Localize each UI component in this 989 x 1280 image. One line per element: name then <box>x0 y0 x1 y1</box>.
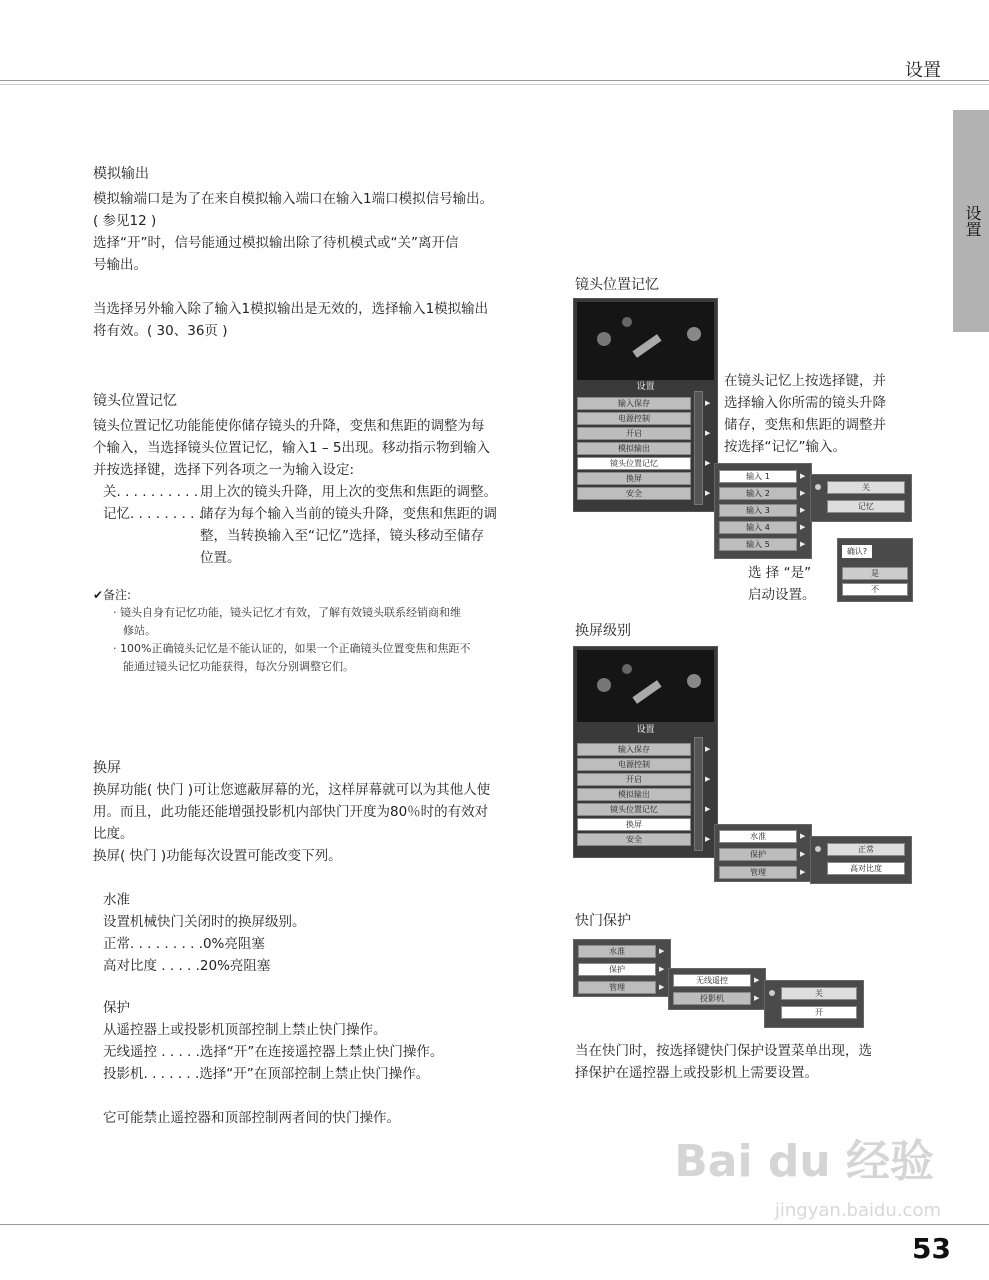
protect-option[interactable]: 关 <box>781 987 857 1000</box>
lens-osd-panel <box>573 298 718 512</box>
input-submenu <box>714 463 812 559</box>
text-line: 选 择 “是” <box>748 565 812 581</box>
top-rule <box>0 80 989 81</box>
lens-option-submenu <box>810 474 912 522</box>
text-line: 整，当转换输入至“记忆”选择，镜头移动至储存 <box>200 528 484 544</box>
menu-item[interactable]: 模拟输出 <box>577 442 691 455</box>
menu-item-selected[interactable]: 镜头位置记忆 <box>577 457 691 470</box>
swap-item[interactable]: 水准 <box>719 830 797 843</box>
protect-item[interactable]: 无线遥控 <box>673 974 751 987</box>
confirm-no-button[interactable]: 不 <box>842 583 908 596</box>
side-tab <box>953 110 989 332</box>
text-line: 储存，变焦和焦距的调整并 <box>724 417 886 433</box>
lens-description <box>724 370 886 458</box>
text-line: 号输出。 <box>93 257 147 273</box>
opt-mem-text <box>200 503 497 569</box>
menu-item[interactable]: 输入保存 <box>577 743 691 756</box>
swap-osd-panel <box>573 646 718 858</box>
shutter-figure-caption: 快门保护 <box>575 913 631 929</box>
arrow-right-icon: ▶ <box>705 489 711 497</box>
radio-icon <box>815 846 821 852</box>
arrow-right-icon: ▶ <box>754 976 760 984</box>
arrow-right-icon: ▶ <box>800 850 806 858</box>
menu-item[interactable]: 输入保存 <box>577 397 691 410</box>
radio-icon <box>815 484 821 490</box>
swap-item[interactable]: 管理 <box>719 866 797 879</box>
text-line: 当选择另外输入除了输入1模拟输出是无效的，选择输入1模拟输出 <box>93 301 489 317</box>
menu-item[interactable]: 镜头位置记忆 <box>577 803 691 816</box>
confirm-yes-button[interactable]: 是 <box>842 567 908 580</box>
shutter-description <box>575 1040 872 1084</box>
arrow-right-icon: ▶ <box>705 775 711 783</box>
notes-heading: ✔备注: <box>93 588 132 602</box>
confirm-dialog <box>837 538 913 602</box>
text-line: 从遥控器上或投影机顶部控制上禁止快门操作。 <box>103 1022 387 1038</box>
osd-preview-image <box>577 650 714 722</box>
text-line: 并按选择键，选择下列各项之一为输入设定: <box>93 462 355 478</box>
menu-item[interactable]: 电源控制 <box>577 758 691 771</box>
confirm-title: 确认? <box>842 545 872 558</box>
level-heading: 水准 <box>103 892 130 908</box>
level-section <box>103 889 306 977</box>
screen-swap-body <box>93 779 543 867</box>
arrow-right-icon: ▶ <box>705 399 711 407</box>
arrow-right-icon: ▶ <box>800 523 806 531</box>
menu-item[interactable]: 模拟输出 <box>577 788 691 801</box>
note-line: 能通过镜头记忆功能获得，每次分别调整它们。 <box>123 660 354 673</box>
text-line: 位置。 <box>200 550 241 566</box>
lens-figure-caption: 镜头位置记忆 <box>575 277 659 293</box>
menu-item-selected[interactable]: 换屏 <box>577 818 691 831</box>
text-line: 设置机械快门关闭时的换屏级别。 <box>103 914 306 930</box>
text-line: 选择输入你所需的镜头升降 <box>724 395 886 411</box>
radio-icon <box>769 990 775 996</box>
swap-submenu <box>714 824 812 882</box>
arrow-right-icon: ▶ <box>659 947 665 955</box>
swap-item[interactable]: 管理 <box>578 981 656 994</box>
swap-option[interactable]: 高对比度 <box>827 862 905 875</box>
arrow-right-icon: ▶ <box>705 805 711 813</box>
arrow-right-icon: ▶ <box>800 832 806 840</box>
protect-heading: 保护 <box>103 1000 130 1016</box>
text-line: 正常. . . . . . . . .0%亮阻塞 <box>103 936 265 952</box>
scrollbar[interactable] <box>694 391 703 505</box>
arrow-right-icon: ▶ <box>800 489 806 497</box>
analog-output-body <box>93 188 543 342</box>
text-line: 用。而且，此功能还能增强投影机内部快门开度为80％时的有效对 <box>93 804 489 820</box>
arrow-right-icon: ▶ <box>754 994 760 1002</box>
menu-item[interactable]: 电源控制 <box>577 412 691 425</box>
page-number: 53 <box>912 1232 951 1265</box>
input-item[interactable]: 输入 2 <box>719 487 797 500</box>
note-line: · 镜头自身有记忆功能，镜头记忆才有效，了解有效镜头联系经销商和维 <box>113 606 461 619</box>
lens-option[interactable]: 关 <box>827 481 905 494</box>
protect-section <box>103 997 443 1129</box>
swap-item[interactable]: 水准 <box>578 945 656 958</box>
arrow-right-icon: ▶ <box>800 472 806 480</box>
text-line: 择保护在遥控器上或投影机上需要设置。 <box>575 1065 818 1081</box>
swap-figure-caption: 换屏级别 <box>575 623 631 639</box>
scrollbar[interactable] <box>694 737 703 851</box>
screen-swap-heading: 换屏 <box>93 760 121 776</box>
text-line: 当在快门时，按选择键快门保护设置菜单出现，选 <box>575 1043 872 1059</box>
analog-output-heading: 模拟输出 <box>93 166 149 182</box>
swap-option[interactable]: 正常 <box>827 843 905 856</box>
baidu-watermark-logo: Bai du 经验 <box>674 1136 934 1187</box>
menu-item[interactable]: 开启 <box>577 773 691 786</box>
opt-off-label: 关. . . . . . . . . . . <box>103 484 207 500</box>
osd-preview-image <box>577 302 714 380</box>
text-line: 启动设置。 <box>748 587 816 603</box>
osd-title: 设置 <box>636 725 655 735</box>
text-line: 高对比度 . . . . .20%亮阻塞 <box>103 958 271 974</box>
arrow-right-icon: ▶ <box>705 745 711 753</box>
arrow-right-icon: ▶ <box>800 868 806 876</box>
opt-off-text: 用上次的镜头升降，用上次的变焦和焦距的调整。 <box>200 484 497 500</box>
menu-item[interactable]: 安全 <box>577 833 691 846</box>
confirm-description <box>748 562 816 606</box>
text-line: 选择“开”时，信号能通过模拟输出除了待机模式或“关”离开信 <box>93 235 459 251</box>
text-line: 镜头位置记忆功能能使你储存镜头的升降，变焦和焦距的调整为每 <box>93 418 485 434</box>
lens-option[interactable]: 记忆 <box>827 500 905 513</box>
menu-item[interactable]: 安全 <box>577 487 691 500</box>
text-line: 按选择“记忆”输入。 <box>724 439 846 455</box>
arrow-right-icon: ▶ <box>800 540 806 548</box>
side-tab-label: 设置 <box>963 205 982 237</box>
opt-mem-label: 记忆. . . . . . . . . <box>103 506 203 522</box>
input-item[interactable]: 输入 3 <box>719 504 797 517</box>
protect-submenu <box>668 968 766 1010</box>
text-line: 储存为每个输入当前的镜头升降，变焦和焦距的调 <box>200 506 497 522</box>
arrow-right-icon: ▶ <box>659 983 665 991</box>
protect-parent-menu <box>573 939 671 997</box>
note-line: · 100%正确镜头记忆是不能认证的，如果一个正确镜头位置变焦和焦距不 <box>113 642 471 655</box>
swap-item[interactable]: 保护 <box>719 848 797 861</box>
arrow-right-icon: ▶ <box>659 965 665 973</box>
text-line: 将有效。( 30、36页 ) <box>93 323 228 339</box>
text-line: 模拟输端口是为了在来自模拟输入端口在输入1端口模拟信号输出。 <box>93 191 494 207</box>
osd-title: 设置 <box>636 382 655 392</box>
swap-item-selected[interactable]: 保护 <box>578 963 656 976</box>
text-line: 在镜头记忆上按选择键，并 <box>724 373 886 389</box>
text-line: ( 参见12 ) <box>93 213 157 229</box>
input-item[interactable]: 输入 1 <box>719 470 797 483</box>
input-item[interactable]: 输入 5 <box>719 538 797 551</box>
protect-item[interactable]: 投影机 <box>673 992 751 1005</box>
arrow-right-icon: ▶ <box>800 506 806 514</box>
bottom-rule <box>0 1224 989 1225</box>
text-line: 无线遥控 . . . . .选择“开”在连接遥控器上禁止快门操作。 <box>103 1044 444 1060</box>
note-line: 修站。 <box>123 624 156 637</box>
lens-memory-heading: 镜头位置记忆 <box>93 393 177 409</box>
protect-option-submenu <box>764 980 864 1028</box>
menu-item[interactable]: 开启 <box>577 427 691 440</box>
page-header-title: 设置 <box>905 60 941 81</box>
arrow-right-icon: ▶ <box>705 835 711 843</box>
text-line: 投影机. . . . . . .选择“开”在顶部控制上禁止快门操作。 <box>103 1066 430 1082</box>
notes-body <box>113 604 543 676</box>
top-rule-2 <box>0 84 989 85</box>
arrow-right-icon: ▶ <box>705 429 711 437</box>
lens-memory-body <box>93 415 543 481</box>
text-line: 它可能禁止遥控器和顶部控制两者间的快门操作。 <box>103 1110 400 1126</box>
menu-item[interactable]: 换屏 <box>577 472 691 485</box>
swap-option-submenu <box>810 836 912 884</box>
text-line: 比度。 <box>93 826 134 842</box>
input-item[interactable]: 输入 4 <box>719 521 797 534</box>
arrow-right-icon: ▶ <box>705 459 711 467</box>
protect-option[interactable]: 开 <box>781 1006 857 1019</box>
baidu-watermark-url: jingyan.baidu.com <box>774 1200 941 1221</box>
text-line: 换屏( 快门 )功能每次设置可能改变下列。 <box>93 848 342 864</box>
text-line: 换屏功能( 快门 )可让您遮蔽屏幕的光，这样屏幕就可以为其他人使 <box>93 782 491 798</box>
text-line: 个输入，当选择镜头位置记忆，输入1 – 5出现。移动指示物到输入 <box>93 440 491 456</box>
